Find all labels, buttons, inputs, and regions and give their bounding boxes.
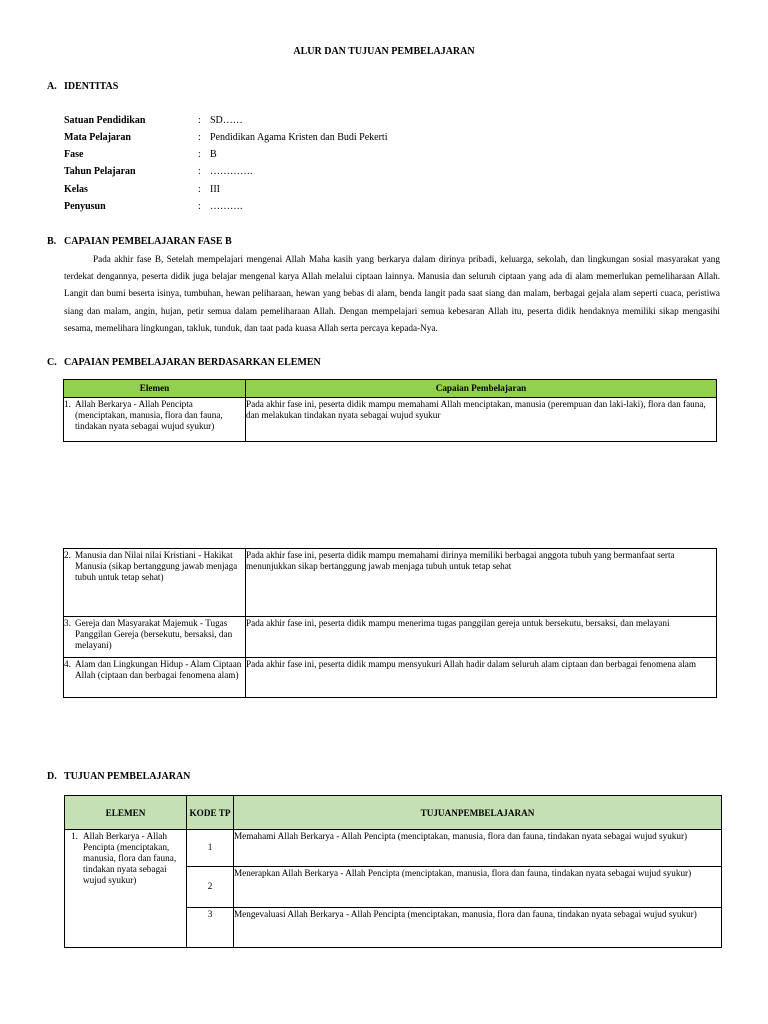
table-header-row	[65, 796, 722, 830]
section-c-number: C.	[47, 357, 57, 368]
section-d-number: D.	[47, 771, 57, 782]
elemen-text: Gereja dan Masyarakat Majemuk - Tugas Panggilan Gereja (bersekutu, bersaksi, dan melayani)	[75, 618, 233, 650]
section-b-heading	[47, 236, 232, 247]
identity-colon: :	[198, 132, 201, 143]
elemen-cell	[65, 830, 187, 948]
identity-label: Satuan Pendidikan	[64, 115, 146, 126]
section-d-heading	[47, 771, 190, 782]
page-title: ALUR DAN TUJUAN PEMBELAJARAN	[293, 46, 475, 57]
table-row	[64, 398, 717, 442]
section-a-heading	[47, 81, 118, 92]
row-number: 2.	[64, 550, 71, 560]
tujuan-pembelajaran-table	[64, 795, 722, 948]
elemen-text: Manusia dan Nilai nilai Kristiani - Hakikat Manusia (sikap bertanggung jawab menjaga tubuh untuk tetap sehat)	[75, 550, 238, 582]
elemen-text: Alam dan Lingkungan Hidup - Alam Ciptaan Allah (ciptaan dan berbagai fenomena alam)	[75, 659, 242, 680]
capaian-cell: Pada akhir fase ini, peserta didik mampu mensyukuri Allah hadir dalam seluruh alam ciptaan dan berbagai fenomena alam	[246, 658, 717, 698]
elemen-cell	[64, 549, 246, 617]
capaian-fase-paragraph	[64, 251, 720, 337]
capaian-cell: Pada akhir fase ini, peserta didik mampu menerima tugas panggilan gereja untuk bersekutu, bersaksi, dan melayani	[246, 617, 717, 658]
identity-label: Mata Pelajaran	[64, 132, 131, 143]
section-b-title: CAPAIAN PEMBELAJARAN FASE B	[64, 236, 232, 247]
section-b-number: B.	[47, 236, 57, 247]
identity-colon: :	[198, 149, 201, 160]
identity-value: SD……	[210, 115, 243, 126]
elemen-cell	[64, 658, 246, 698]
elemen-text: Allah Berkarya - Allah Pencipta (menciptakan, manusia, flora dan fauna, tindakan nyata sebagai wujud syukur)	[83, 831, 177, 885]
table-row	[64, 658, 717, 698]
tujuan-cell: Memahami Allah Berkarya - Allah Pencipta (menciptakan, manusia, flora dan fauna, tindakan nyata sebagai wujud syukur)	[234, 830, 722, 867]
section-c-heading	[47, 357, 321, 368]
elemen-cell	[64, 617, 246, 658]
identity-value: Pendidikan Agama Kristen dan Budi Pekerti	[210, 132, 388, 143]
table-row	[64, 549, 717, 617]
column-header-capaian: Capaian Pembelajaran	[246, 380, 717, 398]
identity-value: III	[210, 184, 220, 195]
kode-tp-cell: 1	[187, 830, 234, 867]
identity-value: ……….	[210, 201, 243, 212]
identity-value: ………….	[210, 166, 253, 177]
tujuan-cell: Menerapkan Allah Berkarya - Allah Pencipta (menciptakan, manusia, flora dan fauna, tindakan nyata sebagai wujud syukur)	[234, 867, 722, 908]
identity-colon: :	[198, 115, 201, 126]
identity-colon: :	[198, 166, 201, 177]
identity-colon: :	[198, 184, 201, 195]
capaian-elemen-table-part2	[63, 548, 717, 698]
column-header-tujuan: TUJUANPEMBELAJARAN	[234, 796, 722, 830]
identity-label: Penyusun	[64, 201, 106, 212]
section-c-title: CAPAIAN PEMBELAJARAN BERDASARKAN ELEMEN	[64, 357, 321, 368]
row-number: 1.	[71, 831, 78, 841]
kode-tp-cell: 2	[187, 867, 234, 908]
column-header-elemen: ELEMEN	[65, 796, 187, 830]
tujuan-cell: Mengevaluasi Allah Berkarya - Allah Pencipta (menciptakan, manusia, flora dan fauna, tindakan nyata sebagai wujud syukur)	[234, 908, 722, 948]
table-row	[65, 830, 722, 867]
section-d-title: TUJUAN PEMBELAJARAN	[64, 771, 191, 782]
elemen-cell	[64, 398, 246, 442]
elemen-text: Allah Berkarya - Allah Pencipta (menciptakan, manusia, flora dan fauna, tindakan nyata sebagai wujud syukur)	[75, 399, 223, 431]
row-number: 4.	[64, 659, 71, 669]
section-a-title: IDENTITAS	[64, 81, 119, 92]
kode-tp-cell: 3	[187, 908, 234, 948]
capaian-fase-text: Pada akhir fase B, Setelah mempelajari mengenai Allah Maha kasih yang berkarya dalam dirinya pribadi, keluarga, sekolah, dan lingkungan sosial masyarakat yang terdekat dengannya, peserta didik juga belajar mengenal karya Allah melalui ciptaan lainnya. Manusia dan seluruh ciptaan yang ada di alam memerlukan pemeliharaan Allah. Langit dan bumi beserta isinya, tumbuhan, hewan peliharaan, hewan yang bebas di alam, benda langit pada saat siang dan malam, berbagai gejala alam seperti cuaca, peristiwa siang dan malam, angin, hujan, petir semua dalam pemeliharaan Allah. Dengan mempelajari semua kebesaran Allah itu, peserta didik hendaknya memiliki sikap mengasihi sesama, memelihara lingkungan, takluk, tunduk, dan taat pada kuasa Allah serta percaya kepada-Nya.	[64, 254, 720, 333]
table-header-row	[64, 380, 717, 398]
identity-label: Fase	[64, 149, 84, 160]
identity-label: Kelas	[64, 184, 88, 195]
section-a-number: A.	[47, 81, 57, 92]
column-header-elemen: Elemen	[64, 380, 246, 398]
row-number: 1.	[64, 399, 71, 409]
identity-value: B	[210, 149, 217, 160]
row-number: 3.	[64, 618, 71, 628]
capaian-cell: Pada akhir fase ini, peserta didik mampu memahami dirinya memiliki berbagai anggota tubuh yang bermanfaat serta menunjukkan sikap bertanggung jawab menjaga tubuh untuk tetap sehat	[246, 549, 717, 617]
column-header-kode: KODE TP	[187, 796, 234, 830]
identity-label: Tahun Pelajaran	[64, 166, 136, 177]
capaian-elemen-table-part1	[63, 379, 717, 442]
identity-colon: :	[198, 201, 201, 212]
capaian-cell: Pada akhir fase ini, peserta didik mampu memahami Allah menciptakan, manusia (perempuan dan laki-laki), flora dan fauna, dan melakukan tindakan nyata sebagai wujud syukur	[246, 398, 717, 442]
table-row	[64, 617, 717, 658]
